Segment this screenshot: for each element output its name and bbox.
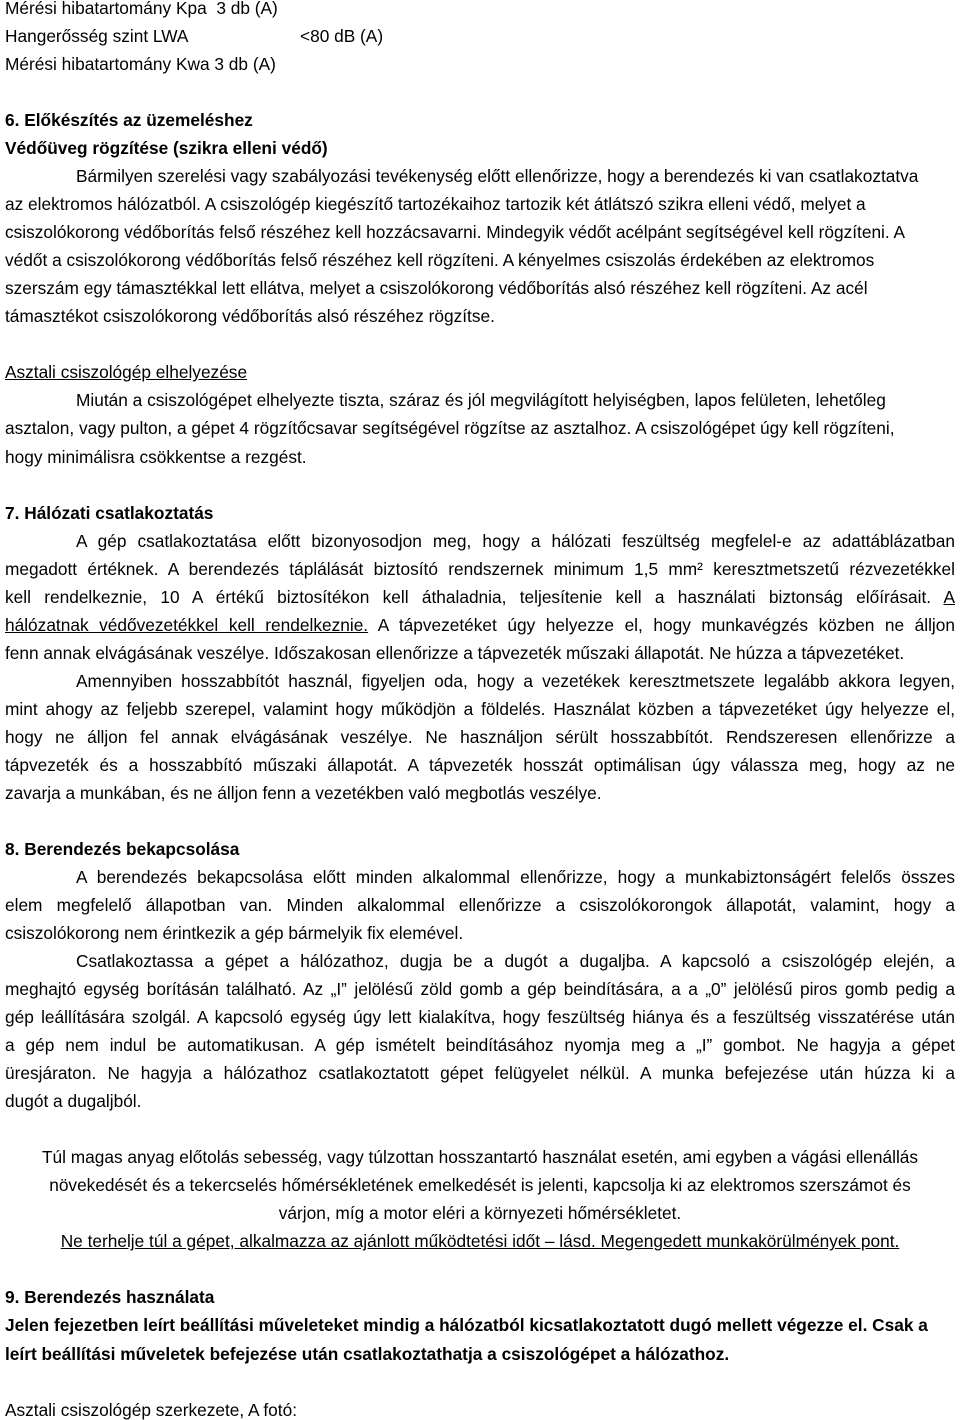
underlined-segment: hálózatnak védővezetékkel kell rendelkeznie. xyxy=(5,614,369,635)
section-7-paragraph-1-line xyxy=(5,611,955,639)
section-7-paragraph-2-line: mint ahogy az feljebb szerepel, valamint hogy működjön a földelés. Használat közben a tápvezetéket úgy helyezze el, xyxy=(5,698,955,719)
placement-title-text: Asztali csiszológép elhelyezése xyxy=(5,362,248,383)
document-page xyxy=(5,0,955,1420)
section-8-paragraph-1-line: elem megfelelő állapotban van. Minden alkalommal ellenőrizze a csiszolókorongok állapotát, valamint, hogy a xyxy=(5,895,955,915)
section-6-paragraph-line: csiszolókorong védőborítás felső részéhez kell hozzácsavarni. Mindegyik védőt acélpánt segítségével kell rögzíteni. A xyxy=(5,222,906,243)
section-7-paragraph-1-line: A gép csatlakoztatása előtt bizonyosodjon meg, hogy a hálózati feszültség megfelel-e az adattáblázatban xyxy=(76,530,955,551)
placement-paragraph-line: hogy minimálisra csökkentse a rezgést. xyxy=(5,446,307,467)
warning-line: növekedését és a tekercselés hőmérsékletének emelkedését is jelenti, kapcsolja ki az elektromos szerszámot és xyxy=(49,1175,911,1196)
placement-title xyxy=(5,358,955,386)
line-segment: A tápvezetéket úgy helyezze el, hogy munkavégzés közben ne álljon xyxy=(368,614,955,635)
section-8-paragraph-2-line: gép leállítására szolgál. A kapcsoló egység úgy lett kialakítva, hogy feszültség hiánya és a feszültség visszatérése után xyxy=(5,1007,955,1028)
section-8-paragraph-1-line: csiszolókorong nem érintkezik a gép bármelyik fix elemével. xyxy=(5,923,464,944)
warning-line: várjon, míg a motor eléri a környezeti hőmérsékletet. xyxy=(278,1203,682,1224)
placement-paragraph-line: Miután a csiszológépet elhelyezte tiszta, száraz és jól megvilágított helyiségben, lapos felületen, lehetőleg xyxy=(76,390,886,411)
line-segment: kell rendelkeznie, 10 A értékű biztosítékon kell áthaladnia, teljesítenie kell a használati biztonság előírásait. xyxy=(5,586,944,607)
section-8-paragraph-1-line: A berendezés bekapcsolása előtt minden alkalommal ellenőrizze, hogy a munkabiztonságért felelős összes xyxy=(76,866,955,887)
section-7-paragraph-2-line: zavarja a munkában, és ne álljon fenn a vezetékben való megbotlás veszélye. xyxy=(5,782,602,803)
section-9-bold-line: Jelen fejezetben leírt beállítási műveleteket mindig a hálózatból kicsatlakoztatott dugó mellett végezze el. Csak a xyxy=(5,1315,928,1336)
section-8-paragraph-2-line: dugót a dugaljból. xyxy=(5,1091,142,1112)
section-7-paragraph-2-line: hogy ne álljon fel annak elvágásának veszélye. Ne használjon sérült hosszabbítót. Rendszeresen ellenőrizze a xyxy=(5,726,955,747)
section-8-paragraph-2-line: Csatlakoztassa a gépet a hálózathoz, dugja be a dugót a dugaljba. A kapcsoló a csiszológép elején, a xyxy=(76,951,955,972)
section-6-subtitle: Védőüveg rögzítése (szikra elleni védő) xyxy=(5,138,328,159)
section-6-paragraph-line: az elektromos hálózatból. A csiszológép kiegészítő tartozékaihoz tartozik két átlátszó szikra elleni védő, melyet a xyxy=(5,194,866,215)
section-7-paragraph-1-line: fenn annak elvágásának veszélye. Időszakosan ellenőrizze a tápvezeték műszaki állapotát. Ne húzza a tápvezetéket. xyxy=(5,642,905,663)
warning-line: Túl magas anyag előtolás sebesség, vagy túlzottan hosszantartó használat esetén, ami egyben a vágási ellenállás xyxy=(41,1147,919,1168)
section-6-paragraph-line: szerszám egy támasztékkal lett ellátva, melyet a csiszolókorong védőborítás alsó részéhez kell rögzíteni. Az acél xyxy=(5,278,868,299)
section-8-paragraph-2-line: a gép nem indul be automatikusan. A gép ismételt beindításához nyomja meg a „I” gombot. Ne hagyja a gépet xyxy=(5,1035,955,1056)
section-9-title: 9. Berendezés használata xyxy=(5,1287,215,1308)
warning-underlined-line xyxy=(5,1227,955,1255)
warning-underlined-text: Ne terhelje túl a gépet, alkalmazza az ajánlott működtetési időt – lásd. Megengedett munkakörülmények pont. xyxy=(60,1231,900,1252)
section-8-title: 8. Berendezés bekapcsolása xyxy=(5,838,240,859)
spec-kpa: Mérési hibatartomány Kpa 3 db (A) xyxy=(5,0,278,18)
spec-kwa: Mérési hibatartomány Kwa 3 db (A) xyxy=(5,54,276,75)
spec-lwa-value: <80 dB (A) xyxy=(300,26,384,47)
section-7-paragraph-1-line xyxy=(5,583,955,611)
figure-caption: Asztali csiszológép szerkezete, A fotó: xyxy=(5,1399,298,1420)
section-7-title: 7. Hálózati csatlakoztatás xyxy=(5,502,214,523)
placement-paragraph-line: asztalon, vagy pulton, a gépet 4 rögzítőcsavar segítségével rögzítse az asztalhoz. A csiszológépet úgy kell rögzíteni, xyxy=(5,418,895,439)
section-6-paragraph-line: Bármilyen szerelési vagy szabályozási tevékenység előtt ellenőrizze, hogy a berendezés ki van csatlakoztatva xyxy=(76,166,919,187)
section-7-paragraph-2-line: tápvezeték és a hosszabbító műszaki állapotát. A tápvezeték hosszát optimálisan úgy válassza meg, hogy az ne xyxy=(5,754,955,775)
section-8-paragraph-2-line: üresjáraton. Ne hagyja a hálózathoz csatlakoztatott gépet felügyelet nélkül. A munka befejezése után húzza ki a xyxy=(5,1063,955,1084)
section-9-bold-line: leírt beállítási műveletek befejezése után csatlakoztathatja a csiszológépet a hálózathoz. xyxy=(5,1343,730,1364)
section-6-paragraph-line: védőt a csiszolókorong védőborítás felső részéhez kell rögzíteni. A kényelmes csiszolás érdekében az elektromos xyxy=(5,250,875,271)
underlined-segment: A xyxy=(943,586,955,607)
section-7-paragraph-1-line: megadott értéknek. A berendezés táplálását biztosító rendszernek minimum 1,5 mm² keresztmetszetű rézvezetékkel xyxy=(5,558,955,579)
section-6-title: 6. Előkészítés az üzemeléshez xyxy=(5,110,253,131)
section-8-paragraph-2-line: meghajtó egység borításán található. Az „I” jelölésű zöld gomb a gép beindítására, a a „0” jelölésű piros gomb pedig a xyxy=(5,979,955,1000)
section-6-paragraph-line: támasztékot csiszolókorong védőborítás alsó részéhez rögzítse. xyxy=(5,306,495,327)
spec-lwa xyxy=(5,22,955,50)
spec-lwa-label: Hangerősség szint LWA xyxy=(5,26,189,47)
section-7-paragraph-2-line: Amennyiben hosszabbítót használ, figyeljen oda, hogy a vezetékek keresztmetszete legalább akkora legyen, xyxy=(76,670,955,691)
